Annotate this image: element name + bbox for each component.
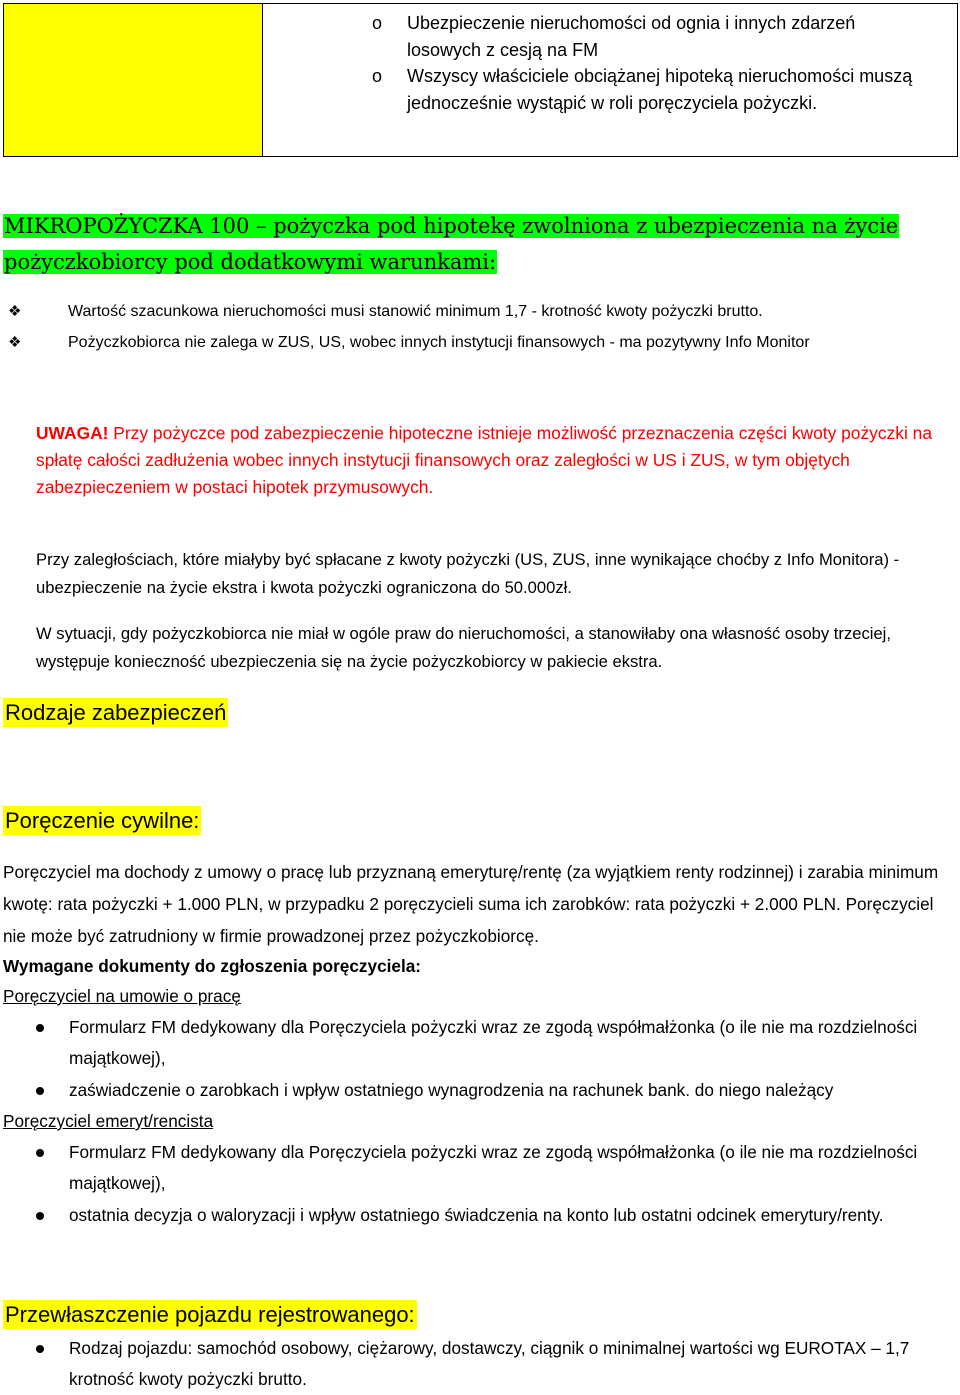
- warning-text: Przy pożyczce pod zabezpieczenie hipoteczne istnieje możliwość przeznaczenia części kwoty pożyczki na spłatę całości zadłużenia wobec innych instytucji finansowych oraz zaległości w US i ZUS, w tym objętych zabezpieczeniem w postaci hipotek przymusowych.: [36, 423, 932, 497]
- requirements-list: [372, 10, 932, 116]
- section-title-security-types: Rodzaje zabezpieczeń: [5, 700, 227, 725]
- pension-guarantor-heading: Poręczyciel emeryt/rencista: [3, 1111, 214, 1131]
- diamond-bullet-icon: ❖: [8, 334, 22, 351]
- list-item: o Wszyscy właściciele obciążanej hipoteką nieruchomości muszą jednocześnie wystąpić w roli poręczyciela pożyczki.: [372, 63, 932, 116]
- section-title-vehicle: Przewłaszczenie pojazdu rejestrowanego:: [5, 1302, 415, 1327]
- list-item: ❖ Wartość szacunkowa nieruchomości musi stanowić minimum 1,7 - krotność kwoty pożyczki brutto.: [8, 296, 948, 327]
- list-item: ostatnia decyzja o waloryzacji i wpływ ostatniego świadczenia na konto lub ostatni odcinek emerytury/renty.: [3, 1200, 953, 1231]
- highlighted-cell: [4, 4, 263, 156]
- warning-label: UWAGA!: [36, 423, 109, 443]
- headline-line-1: MIKROPOŻYCZKA 100 – pożyczka pod hipotekę zwolniona z ubezpieczenia na życie: [4, 214, 899, 238]
- employment-docs-list: [3, 1012, 953, 1106]
- requirements-table: [3, 3, 958, 157]
- no-rights-paragraph: W sytuacji, gdy pożyczkobiorca nie miał w ogóle praw do nieruchomości, a stanowiłaby ona własność osoby trzeciej, występuje konieczność ubezpieczenia się na życie pożyczkobiorcy w pakiecie ekstra.: [36, 624, 891, 671]
- employment-guarantor-heading: Poręczyciel na umowie o pracę: [3, 986, 241, 1006]
- circle-bullet-icon: o: [372, 66, 383, 86]
- bullet-dot-icon: [36, 1345, 44, 1353]
- vehicle-list: [3, 1333, 953, 1395]
- list-item: zaświadczenie o zarobkach i wpływ ostatniego wynagrodzenia na rachunek bank. do niego należący: [3, 1075, 953, 1106]
- arrears-paragraph: Przy zaległościach, które miałyby być spłacane z kwoty pożyczki (US, ZUS, inne wynikające choćby z Info Monitora) - ubezpieczenie na życie ekstra i kwota pożyczki ograniczona do 50.000zł.: [36, 550, 900, 597]
- list-item: o Ubezpieczenie nieruchomości od ognia i innych zdarzeń losowych z cesją na FM: [372, 10, 932, 63]
- pension-docs-list: [3, 1137, 953, 1231]
- bullet-dot-icon: [36, 1149, 44, 1157]
- conditions-list: [8, 296, 948, 358]
- section-title-civil-guarantee: Poręczenie cywilne:: [5, 808, 200, 833]
- bullet-dot-icon: [36, 1212, 44, 1220]
- warning-paragraph: [36, 420, 946, 501]
- circle-bullet-icon: o: [372, 13, 383, 33]
- headline-line-2: pożyczkobiorcy pod dodatkowymi warunkami:: [4, 250, 497, 274]
- required-docs-heading: Wymagane dokumenty do zgłoszenia poręczyciela:: [3, 956, 422, 976]
- list-item: Formularz FM dedykowany dla Poręczyciela pożyczki wraz ze zgodą współmałżonka (o ile nie ma rozdzielności majątkowej),: [3, 1012, 953, 1074]
- bullet-dot-icon: [36, 1024, 44, 1032]
- mikropozyczka-headline: [3, 208, 953, 280]
- list-item: Rodzaj pojazdu: samochód osobowy, ciężarowy, dostawczy, ciągnik o minimalnej wartości wg EUROTAX – 1,7 krotność kwoty pożyczki brutto.: [3, 1333, 953, 1395]
- list-item: Formularz FM dedykowany dla Poręczyciela pożyczki wraz ze zgodą współmałżonka (o ile nie ma rozdzielności majątkowej),: [3, 1137, 953, 1199]
- bullet-dot-icon: [36, 1087, 44, 1095]
- list-item: ❖ Pożyczkobiorca nie zalega w ZUS, US, wobec innych instytucji finansowych - ma pozytywny Info Monitor: [8, 327, 948, 358]
- diamond-bullet-icon: ❖: [8, 303, 22, 320]
- civil-guarantee-body: Poręczyciel ma dochody z umowy o pracę lub przyznaną emeryturę/rentę (za wyjątkiem renty rodzinnej) i zarabia minimum kwotę: rata pożyczki + 1.000 PLN, w przypadku 2 poręczycieli suma ich zarobków: rata pożyczki + 2.000 PLN. Poręczyciel nie może być zatrudniony w firmie prowadzonej przez pożyczkobiorcę.: [3, 862, 939, 946]
